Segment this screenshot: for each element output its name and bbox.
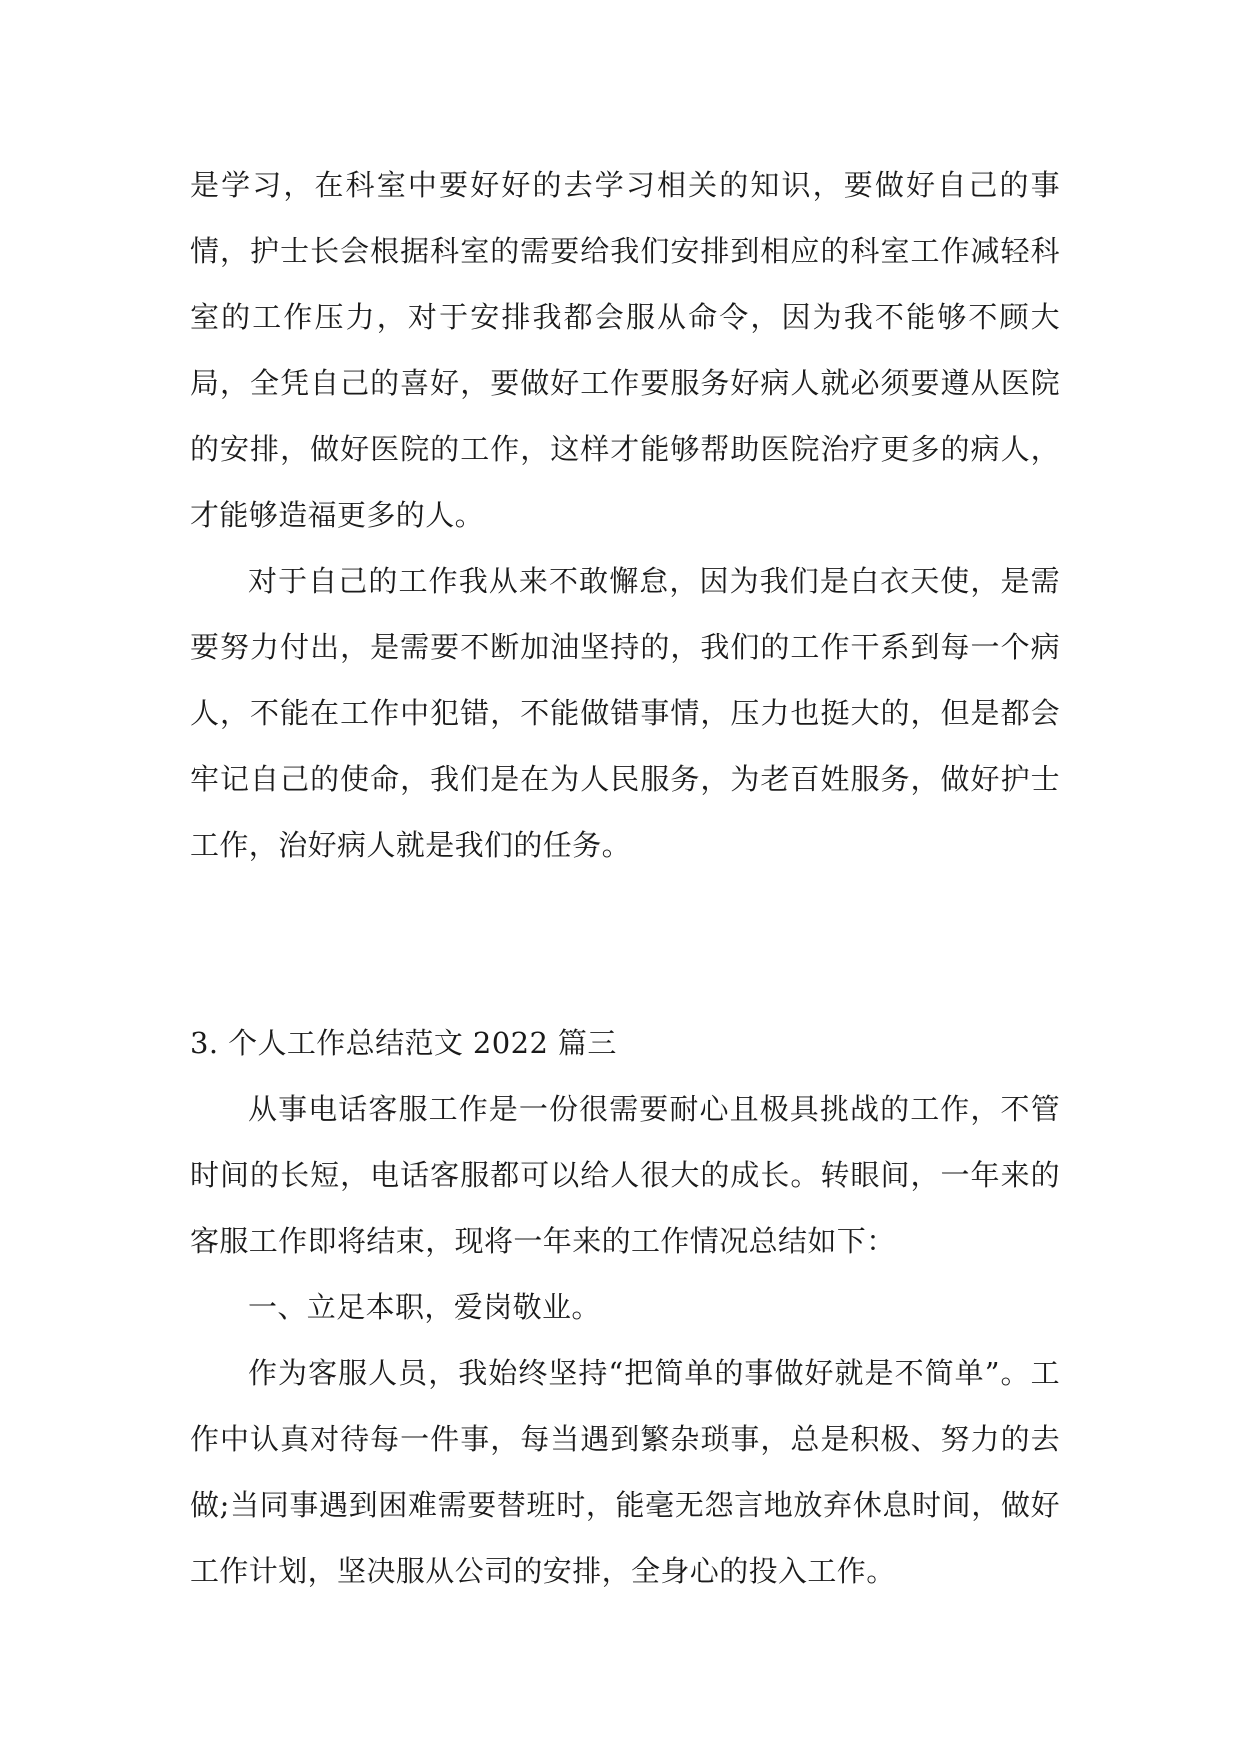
subheading-one: 一、立足本职，爱岗敬业。	[248, 1290, 601, 1324]
paragraph-customer-service: 作为客服人员，我始终坚持“把简单的事做好就是不简单”。工作中认真对待每一件事，每当遇到繁杂琐事，总是积极、努力的去做;当同事遇到困难需要替班时，能毫无怨言地放弃休息时间，做好工作计划，坚决服从公司的安排，全身心的投入工作。	[190, 1356, 1060, 1588]
section-heading: 3. 个人工作总结范文 2022 篇三	[190, 1026, 617, 1060]
paragraph-continuation: 是学习，在科室中要好好的去学习相关的知识，要做好自己的事情，护士长会根据科室的需要给我们安排到相应的科室工作减轻科室的工作压力，对于安排我都会服从命令，因为我不能够不顾大局，全凭自己的喜好，要做好工作要服务好病人就必须要遵从医院的安排，做好医院的工作，这样才能够帮助医院治疗更多的病人，才能够造福更多的人。	[190, 168, 1060, 532]
document-body	[190, 152, 1060, 1604]
paragraph-nurse-duty: 对于自己的工作我从来不敢懈怠，因为我们是白衣天使，是需要努力付出，是需要不断加油坚持的，我们的工作干系到每一个病人，不能在工作中犯错，不能做错事情，压力也挺大的，但是都会牢记自己的使命，我们是在为人民服务，为老百姓服务，做好护士工作，治好病人就是我们的任务。	[190, 564, 1060, 862]
paragraph-intro: 从事电话客服工作是一份很需要耐心且极具挑战的工作，不管时间的长短，电话客服都可以给人很大的成长。转眼间，一年来的客服工作即将结束，现将一年来的工作情况总结如下：	[190, 1092, 1060, 1258]
section-spacer	[190, 878, 1060, 1010]
